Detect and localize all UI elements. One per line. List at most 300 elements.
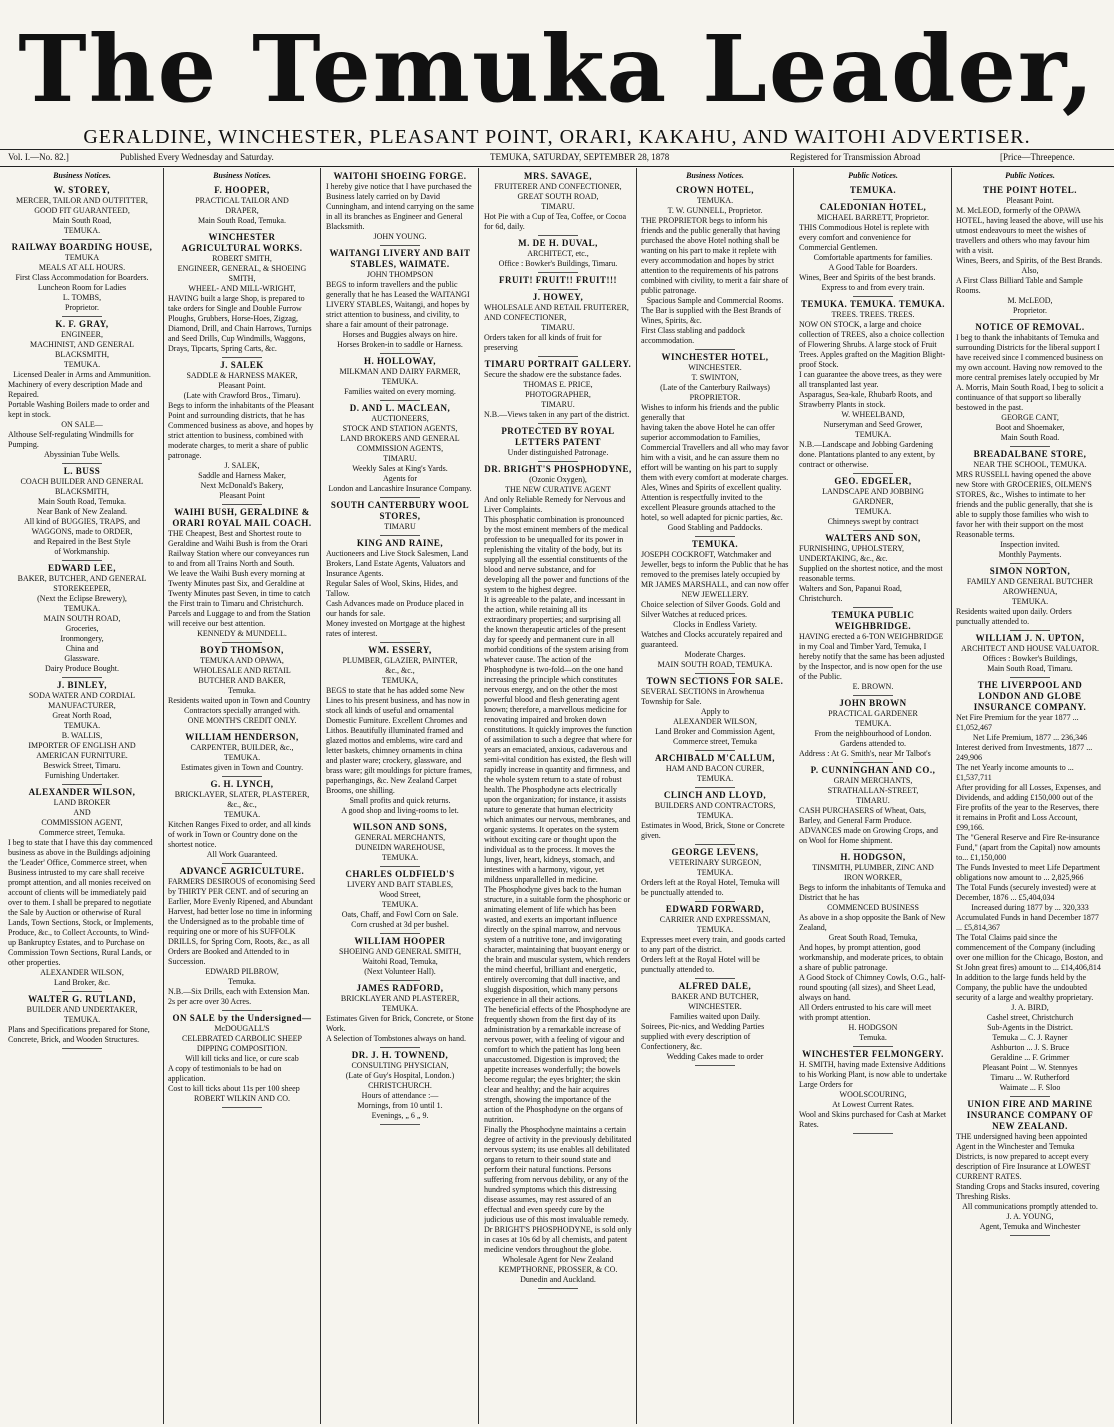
advertisement-line: TREES. TREES. TREES. bbox=[831, 310, 915, 319]
separator bbox=[62, 316, 102, 317]
volume-number: Vol. I.—No. 82.] bbox=[8, 152, 69, 162]
advertisement-line: As above in a shop opposite the Bank of New Zealand, bbox=[799, 913, 946, 932]
advertisement bbox=[484, 171, 632, 232]
advertisement-title: L. BUSS bbox=[63, 466, 101, 476]
advertisement-line: Address : At G. Smith's, near Mr Talbot's bbox=[799, 749, 931, 758]
advertisement-title: RAILWAY BOARDING HOUSE, bbox=[11, 242, 153, 252]
advertisement-title: TIMARU PORTRAIT GALLERY. bbox=[484, 359, 632, 369]
advertisement bbox=[956, 633, 1104, 674]
advertisement-line: A Selection of Tombstones always on hand. bbox=[326, 1034, 466, 1043]
advertisement bbox=[799, 1049, 947, 1130]
advertisement-title: ON SALE by the Undersigned— bbox=[172, 1013, 312, 1023]
advertisement bbox=[168, 866, 316, 1007]
advertisement-line: GEORGE CANT, bbox=[1001, 413, 1059, 422]
advertisement-line: Horses Broken-in to saddle or Harness. bbox=[337, 340, 463, 349]
column-heading: Public Notices. bbox=[1005, 171, 1055, 180]
advertisement-title: G. H. LYNCH, bbox=[210, 779, 274, 789]
separator bbox=[853, 1133, 893, 1134]
advertisement-line: Corn crushed at 3d per bushel. bbox=[351, 920, 449, 929]
advertisement-line: Main South Road, bbox=[52, 216, 112, 225]
advertisement-line: TEMUKA. bbox=[854, 507, 892, 516]
advertisement bbox=[799, 852, 947, 1043]
advertisement-line: AMERICAN FURNITURE. bbox=[36, 751, 128, 760]
advertisement-line: Inspection invited. bbox=[1000, 540, 1060, 549]
advertisement-line: WHEEL- AND MILL-WRIGHT, bbox=[188, 284, 296, 293]
separator bbox=[853, 473, 893, 474]
advertisement-line: Waitohi Road, Temuka, bbox=[362, 957, 438, 966]
advertisement-line: STOCK AND STATION AGENTS, bbox=[342, 424, 458, 433]
separator bbox=[222, 863, 262, 864]
advertisement-line: Portable Washing Boilers made to order and kept in stock. bbox=[8, 400, 150, 419]
advertisement bbox=[799, 299, 947, 470]
separator bbox=[853, 1046, 893, 1047]
advertisement bbox=[799, 202, 947, 293]
advertisement-line: TEMUKA. bbox=[381, 377, 419, 386]
advertisement-line: Ales, Wines and Spirits of excellent quality. bbox=[641, 483, 782, 492]
advertisement-line: (Late of Guy's Hospital, London.) bbox=[345, 1071, 455, 1080]
separator bbox=[380, 245, 420, 246]
separator bbox=[695, 901, 735, 902]
advertisement-line: FAMILY AND GENERAL BUTCHER bbox=[966, 577, 1094, 586]
advertisement bbox=[326, 1050, 474, 1121]
column-divider bbox=[478, 168, 479, 1424]
advertisement-line: B. WALLIS, bbox=[61, 731, 103, 740]
issue-date: TEMUKA, SATURDAY, SEPTEMBER 28, 1878 bbox=[490, 152, 670, 162]
advertisement bbox=[799, 476, 947, 527]
separator bbox=[538, 235, 578, 236]
advertisement-line: IMPORTER OF ENGLISH AND bbox=[28, 741, 136, 750]
advertisement-line: THIS Commodious Hotel is replete with every comfort and convenience for Commercial Gentlemen. bbox=[799, 223, 929, 252]
separator bbox=[222, 1107, 262, 1108]
advertisement-line: TEMUKA. bbox=[381, 900, 419, 909]
advertisement bbox=[484, 275, 632, 286]
advertisement-line: Evenings, „ 6 „ 9. bbox=[371, 1111, 429, 1120]
advertisement-line: having taken the above Hotel he can offer superior accommodation to Families, Commercial Travellers and all who may favor him with a visit, and he can assure them no effort will be wanting on his part to supply them with every comfort at moderate charges. bbox=[641, 423, 789, 482]
advertisement-line: Cost to kill ticks about 11s per 100 sheep bbox=[168, 1084, 300, 1093]
advertisement-line: BUTCHER AND BAKER, bbox=[198, 676, 286, 685]
advertisement-line: Ashburton ... J. S. Bruce bbox=[990, 1043, 1070, 1052]
advertisement-line: GRAIN MERCHANTS, bbox=[833, 776, 913, 785]
advertisement-line: Cash Advances made on Produce placed in our hands for sale. bbox=[326, 599, 464, 618]
advertisement-line: ARCHITECT AND HOUSE VALUATOR. bbox=[960, 644, 1100, 653]
advertisement-line: HAVING erected a 6-TON WEIGHBRIDGE in my Coal and Timber Yard, Temuka, I hereby notify that the same has been adjusted by the Inspector, and is now open for the use of the Public. bbox=[799, 632, 945, 681]
separator bbox=[222, 357, 262, 358]
registration-note: Registered for Transmission Abroad bbox=[790, 152, 921, 162]
advertisement-line: Wishes to inform his friends and the public generally that bbox=[641, 403, 780, 422]
advertisement-line: TEMUKA. bbox=[854, 430, 892, 439]
advertisement-title: WALTER G. RUTLAND, bbox=[28, 994, 136, 1004]
advertisement-line: Temuka. bbox=[228, 977, 256, 986]
separator bbox=[62, 463, 102, 464]
advertisement-line: Contractors specially arranged with. bbox=[184, 706, 300, 715]
advertisement bbox=[326, 538, 474, 639]
advertisement-line: BLACKSMITH, bbox=[54, 350, 109, 359]
advertisement-line: A copy of testimonials to be had on application. bbox=[168, 1064, 282, 1083]
separator bbox=[538, 289, 578, 290]
advertisement-line: Attention is respectfully invited to the excellent Pleasure grounds attached to the hotel, so well adapted for picnic parties, &c. bbox=[641, 493, 783, 522]
advertisement-line: H. HODGSON bbox=[848, 1023, 898, 1032]
advertisement-line: TEMUKA. bbox=[854, 719, 892, 728]
advertisement-line: And hopes, by prompt attention, good workmanship, and moderate prices, to obtain a share of public patronage. bbox=[799, 943, 944, 972]
advertisement-line: JOHN YOUNG. bbox=[373, 232, 427, 241]
advertisement-line: MERCER, TAILOR AND OUTFITTER, bbox=[16, 196, 148, 205]
advertisement-line: AUCTIONEERS, bbox=[371, 414, 429, 423]
column-divider bbox=[793, 168, 794, 1424]
advertisement-line: FRUITERER AND CONFECTIONER, bbox=[494, 182, 622, 191]
advertisement-line: TEMUKA. bbox=[223, 753, 261, 762]
advertisement-line: Families waited on every morning. bbox=[344, 387, 456, 396]
separator bbox=[62, 991, 102, 992]
advertisement-line: Good Stabling and Paddocks. bbox=[667, 523, 763, 532]
advertisement-line: NEW JEWELLERY. bbox=[681, 590, 749, 599]
advertisement-title: SOUTH CANTERBURY WOOL STORES, bbox=[330, 500, 470, 521]
advertisement-line: STRATHALLAN-STREET, bbox=[827, 786, 919, 795]
advertisement-line: MANUFACTURER, bbox=[48, 701, 116, 710]
advertisement-title: EDWARD FORWARD, bbox=[665, 904, 765, 914]
dateline-rule bbox=[0, 166, 1114, 167]
advertisement-title: BREADALBANE STORE, bbox=[973, 449, 1087, 459]
advertisement-line: Standing Crops and Stacks insured, covering Threshing Risks. bbox=[956, 1182, 1100, 1201]
advertisement-line: THE undersigned having been appointed Agent in the Winchester and Temuka Districts, is now prepared to accept every description of Fire Insurance at LOWEST CURRENT RATES. bbox=[956, 1132, 1091, 1181]
advertisement bbox=[484, 292, 632, 353]
advertisement-title: WILLIAM HOOPER bbox=[354, 936, 446, 946]
separator bbox=[538, 461, 578, 462]
advertisement-line: Asparagus, Sea-kale, Rhubarb Roots, and Strawberry Plants in stock. bbox=[799, 390, 933, 409]
column-heading: Business Notices. bbox=[686, 171, 744, 180]
advertisement-line: EDWARD PILBROW, bbox=[205, 967, 279, 976]
advertisement bbox=[326, 171, 474, 242]
price: [Price—Threepence. bbox=[1000, 152, 1075, 162]
column-divider bbox=[951, 168, 952, 1424]
advertisement-line: Pleasant Point. bbox=[1006, 196, 1054, 205]
advertisement-line: Pleasant Point ... W. Stennyes bbox=[982, 1063, 1078, 1072]
separator bbox=[695, 978, 735, 979]
advertisement-title: TEMUKA PUBLIC WEIGHBRIDGE. bbox=[831, 610, 915, 631]
advertisement-line: GREAT SOUTH ROAD, bbox=[517, 192, 599, 201]
advertisement-line: SHOEING AND GENERAL SMITH, bbox=[339, 947, 461, 956]
advertisement-title: W. STOREY, bbox=[54, 185, 110, 195]
advertisement bbox=[326, 248, 474, 350]
advertisement bbox=[168, 232, 316, 354]
advertisement bbox=[641, 753, 789, 784]
advertisement-line: This phosphatic combination is pronounced by the most eminent members of the medical profession to be unequalled for its power in replenishing the vitality of the body, but its supplying all the essential constituents of the blood and nerve substance, and for developing all the power and functions of the system to the highest degree. bbox=[484, 515, 630, 594]
advertisement-line: Wool and Skins purchased for Cash at Market Rates. bbox=[799, 1110, 947, 1129]
advertisement-line: BEGS to state that he has added some New Lines to his present business, and has now in stock all kinds of useful and ornamental Domestic Furniture. Excellent Chromes and Lithos. Beautifully illuminated framed and glazed mottos and emblems, wire card and letter baskets, chimney ornaments in china and plaster ware; crockery, glassware, and brass ware; gilt mouldings for picture frames, paperhangings, &c. New Zealand Carpet Brooms, one shilling. bbox=[326, 686, 472, 795]
column-7 bbox=[956, 171, 1104, 1421]
advertisement-title: KING AND RAINE, bbox=[356, 538, 444, 548]
advertisement-line: Regular Sales of Wool, Skins, Hides, and Tallow. bbox=[326, 579, 458, 598]
advertisement-line: Clocks in Endless Variety. bbox=[673, 620, 757, 629]
advertisement-line: TIMARU. bbox=[856, 796, 890, 805]
advertisement-line: TEMUKA. bbox=[696, 811, 734, 820]
advertisement-line: I hereby give notice that I have purchased the Business lately carried on by David Cunningham, and intend carrying on the same in all its branches as Engineer and General Blacksmith. bbox=[326, 182, 474, 231]
column-divider bbox=[636, 168, 637, 1424]
advertisement bbox=[168, 732, 316, 773]
advertisement-line: All Orders entrusted to his care will meet with prompt attention. bbox=[799, 1003, 932, 1022]
advertisement-title: BOYD THOMSON, bbox=[200, 645, 284, 655]
advertisement-line: The Total Claims paid since the commencement of the Company (including over one million for the Chicago, Boston, and St John great fires) amount to ... £14,406,814 bbox=[956, 933, 1103, 972]
advertisement-line: ROBERT SMITH, bbox=[212, 254, 272, 263]
separator bbox=[853, 296, 893, 297]
advertisement-title: TEMUKA. bbox=[849, 185, 897, 195]
advertisement-line: MRS RUSSELL having opened the above new Store with GROCERIES, OILMEN'S STORES, &c., Wishes to intimate to her friends and the public generally, that she is able to supply those families who wish to favor her with their support on the most Reasonable terms. bbox=[956, 470, 1093, 539]
separator bbox=[695, 787, 735, 788]
advertisement-line: J. SALEK, bbox=[224, 461, 260, 470]
advertisement-line: Althouse Self-regulating Windmills for Pumping. bbox=[8, 430, 134, 449]
advertisement-line: The beneficial effects of the Phosphodyne are frequently shown from the first day of its administration by a remarkable increase of nervous power, with a feeling of vigour and comfort to which the patient has long been unaccustomed. Digestion is improved; the appetite increases wonderfully; the bowels become regular; the eyes brighter; the skin clear and healthy; and the hair acquires strength, showing the importance of the action of the Phosphodyne on the organs of nutrition. bbox=[484, 1005, 631, 1124]
advertisement-line: Geraldine ... F. Grimmer bbox=[990, 1053, 1070, 1062]
advertisement-title: ADVANCE AGRICULTURE. bbox=[179, 866, 305, 876]
advertisement-line: Weekly Sales at King's Yards. bbox=[352, 464, 448, 473]
advertisement-line: N.B.—Landscape and Jobbing Gardening done. Plantations planted to any extent, by contract or otherwise. bbox=[799, 440, 935, 469]
advertisement-line: Temuka. bbox=[228, 686, 256, 695]
advertisement-line: PROPRIETOR. bbox=[689, 393, 741, 402]
advertisement-line: DRAPER, bbox=[225, 206, 259, 215]
separator bbox=[538, 272, 578, 273]
advertisement-line: N.B.—Six Drills, each with Extension Man. 2s per acre over 30 Acres. bbox=[168, 987, 310, 1006]
advertisement-line: Agents for bbox=[383, 474, 417, 483]
advertisement-title: CLINCH AND LLOYD, bbox=[663, 790, 767, 800]
column-2 bbox=[168, 171, 316, 1421]
separator bbox=[695, 1065, 735, 1066]
advertisement-line: Net Life Premium, 1877 ... 236,346 bbox=[972, 733, 1088, 742]
advertisement bbox=[799, 185, 947, 196]
advertisement-line: THE NEW CURATIVE AGENT bbox=[505, 485, 611, 494]
advertisement-line: Dairy Produce Bought. bbox=[45, 664, 119, 673]
column-1 bbox=[8, 171, 156, 1421]
advertisement-line: Nurseryman and Seed Grower, bbox=[823, 420, 923, 429]
advertisement-line: Great North Road, bbox=[52, 711, 112, 720]
advertisement-line: CARPENTER, BUILDER, &c., bbox=[190, 743, 294, 752]
advertisement-line: TIMARU. bbox=[541, 323, 575, 332]
advertisement-line: ROBERT WILKIN AND CO. bbox=[193, 1094, 291, 1103]
advertisement-title: FRUIT! FRUIT!! FRUIT!!! bbox=[499, 275, 617, 285]
advertisement-line: Main South Road, Timaru. bbox=[987, 664, 1073, 673]
advertisement-line: First Class Accommodation for Boarders. bbox=[15, 273, 149, 282]
advertisement-line: All kind of BUGGIES, TRAPS, and bbox=[23, 517, 141, 526]
advertisement-title: ARCHIBALD M'CALLUM, bbox=[654, 753, 775, 763]
advertisement-line: And only Reliable Remedy for Nervous and Liver Complaints. bbox=[484, 495, 626, 514]
separator bbox=[62, 1048, 102, 1049]
advertisement-line: TIMARU. bbox=[383, 454, 417, 463]
advertisement-line: Temuka. bbox=[859, 1033, 887, 1042]
advertisement bbox=[641, 676, 789, 747]
advertisement bbox=[799, 698, 947, 759]
advertisement-line: Increased during 1877 by ... 320,333 bbox=[971, 903, 1089, 912]
separator bbox=[380, 642, 420, 643]
dateline bbox=[0, 152, 1114, 166]
advertisement bbox=[8, 185, 156, 236]
advertisement-line: Begs to inform the inhabitants of the Pleasant Point and surrounding districts, that he has Commenced business as above, and hopes by strict attention to business, combined with moderate charges, to merit a share of public patronage. bbox=[168, 401, 314, 460]
advertisement-title: CROWN HOTEL, bbox=[675, 185, 754, 195]
advertisement-line: TEMUKA. bbox=[63, 226, 101, 235]
advertisement-line: GARDNER, bbox=[852, 497, 894, 506]
advertisement-line: Abyssinian Tube Wells. bbox=[44, 450, 120, 459]
advertisement-title: D. AND L. MACLEAN, bbox=[349, 403, 451, 413]
advertisement bbox=[8, 563, 156, 674]
separator bbox=[222, 1010, 262, 1011]
advertisement-line: London and Lancashire Insurance Company. bbox=[328, 484, 472, 493]
advertisement-line: TIMARU. bbox=[541, 400, 575, 409]
advertisement-line: Proprietor. bbox=[1013, 306, 1047, 315]
advertisement-line: MILKMAN AND DAIRY FARMER, bbox=[339, 367, 461, 376]
separator bbox=[380, 819, 420, 820]
advertisement-title: TEMUKA. TEMUKA. TEMUKA. bbox=[801, 299, 945, 309]
separator bbox=[62, 239, 102, 240]
advertisement bbox=[8, 466, 156, 557]
advertisement-line: Small profits and quick returns. bbox=[349, 796, 451, 805]
advertisement-line: AND bbox=[73, 808, 91, 817]
separator bbox=[695, 349, 735, 350]
advertisement-line: MICHAEL BARRETT, Proprietor. bbox=[817, 213, 929, 222]
separator bbox=[62, 677, 102, 678]
advertisement-line: KEMPTHORNE, PROSSER, & CO. bbox=[498, 1265, 618, 1274]
advertisement-line: ADVANCES made on Growing Crops, and on Wool for Home shipment. bbox=[799, 826, 938, 845]
advertisement bbox=[799, 610, 947, 692]
advertisement-line: Great South Road, Temuka, bbox=[828, 933, 918, 942]
advertisement-line: NOW ON STOCK, a large and choice collection of TREES, also a choice collection of Flowering Shrubs. A large stock of Fruit Trees. Apples grafted on the Magition Blight-proof Stock. bbox=[799, 320, 946, 369]
advertisement-line: LAND BROKERS AND GENERAL bbox=[340, 434, 460, 443]
column-heading: Business Notices. bbox=[213, 171, 271, 180]
advertisement-line: Office : Bowker's Buildings, Timaru. bbox=[498, 259, 618, 268]
advertisement bbox=[956, 185, 1104, 316]
advertisement-line: Main South Road, Temuka. bbox=[198, 216, 286, 225]
advertisement-line: Groceries, bbox=[65, 624, 99, 633]
advertisement-line: Near Bank of New Zealand. bbox=[37, 507, 127, 516]
advertisement-line: WAGGONS, made to ORDER, bbox=[31, 527, 133, 536]
advertisement-title: WALTERS AND SON, bbox=[825, 533, 921, 543]
advertisement-line: SODA WATER AND CORDIAL bbox=[28, 691, 136, 700]
advertisement-title: MRS. SAVAGE, bbox=[524, 171, 592, 181]
separator bbox=[1010, 1096, 1050, 1097]
advertisement-line: Under distinguished Patronage. bbox=[507, 448, 609, 457]
advertisement-line: LAND BROKER bbox=[53, 798, 111, 807]
advertisement-line: A Good Stock of Chimney Cowls, O.G., half-round spouting (all sizes), and Sheet Lead, always on hand. bbox=[799, 973, 946, 1002]
advertisement-line: Orders left at the Royal Hotel will be punctually attended to. bbox=[641, 955, 760, 974]
advertisement-line: GOOD FIT GUARANTEED, bbox=[34, 206, 130, 215]
advertisement-line: ALEXANDER WILSON, bbox=[40, 968, 124, 977]
advertisement-line: KENNEDY & MUNDELL. bbox=[197, 629, 287, 638]
separator bbox=[222, 229, 262, 230]
advertisement-line: At Lowest Current Rates. bbox=[832, 1100, 914, 1109]
advertisement-line: We leave the Waihi Bush every morning at Twenty Minutes past Six, and Geraldine at Twenty Minutes past Seven, in time to catch the First train to Timaru and Christchurch. bbox=[168, 569, 311, 608]
advertisement-line: LANDSCAPE AND JOBBING bbox=[822, 487, 924, 496]
advertisement-line: Apply to bbox=[700, 707, 730, 716]
advertisement-line: In addition to the large funds held by the Company, the public have the undoubted security of a large and wealthy proprietary. bbox=[956, 973, 1094, 1002]
publication-schedule: Published Every Wednesday and Saturday. bbox=[120, 152, 274, 162]
advertisement-line: ONE MONTH'S CREDIT ONLY. bbox=[187, 716, 297, 725]
advertisement-line: Plans and Specifications prepared for Stone, Concrete, Brick, and Wooden Structures. bbox=[8, 1025, 150, 1044]
advertisement-title: M. DE H. DUVAL, bbox=[518, 238, 598, 248]
advertisement-title: P. CUNNINGHAN AND CO., bbox=[810, 765, 936, 775]
advertisement-line: PRACTICAL GARDENER bbox=[828, 709, 918, 718]
advertisement-line: Commerce street, Temuka. bbox=[39, 828, 125, 837]
advertisement-line: Secure the shadow ere the substance fades. bbox=[484, 370, 622, 379]
advertisement-line: SEVERAL SECTIONS in Arowhenua Township for Sale. bbox=[641, 687, 765, 706]
advertisement-line: DUNEIDN WAREHOUSE, bbox=[355, 843, 445, 852]
advertisement-line: (Next the Eclipse Brewery), bbox=[37, 594, 127, 603]
advertisement-line: Saddle and Harness Maker, bbox=[198, 471, 286, 480]
advertisement bbox=[8, 994, 156, 1045]
advertisement-line: Horses and Buggies always on hire. bbox=[342, 330, 458, 339]
advertisement-line: From the neighbourhood of London. bbox=[814, 729, 932, 738]
advertisement-line: Parcels and Luggage to and from the Station will receive our best attention. bbox=[168, 609, 311, 628]
advertisement-line: A First Class Billiard Table and Sample Rooms. bbox=[956, 276, 1083, 295]
advertisement-line: M. McLEOD, formerly of the OPAWA HOTEL, having leased the above, will use his utmost endeavours to meet the wishes of travellers and others who may favour him with a visit. bbox=[956, 206, 1104, 255]
advertisement-line: Hot Pie with a Cup of Tea, Coffee, or Cocoa for 6d, daily. bbox=[484, 212, 627, 231]
advertisement-line: BRICKLAYER, SLATER, PLASTERER, &c., &c., bbox=[174, 790, 310, 809]
separator bbox=[538, 356, 578, 357]
separator bbox=[695, 750, 735, 751]
advertisement-title: ALEXANDER WILSON, bbox=[28, 787, 136, 797]
advertisement bbox=[8, 319, 156, 460]
advertisement bbox=[484, 464, 632, 1285]
advertisement-line: Oats, Chaff, and Fowl Corn on Sale. bbox=[341, 910, 459, 919]
advertisement-line: PLUMBER, GLAZIER, PAINTER, bbox=[342, 656, 458, 665]
advertisement-line: COACH BUILDER AND GENERAL bbox=[20, 477, 144, 486]
advertisement-line: Temuka ... C. J. Rayner bbox=[992, 1033, 1068, 1042]
advertisement-line: I beg to thank the inhabitants of Temuka and surrounding Districts for the liberal support I have received since I commenced business on my own account. Having now removed to the more central premises lately occupied by Mr A. Morris, Main South Road, I beg to solicit a continuance of that support so liberally bestowed in the past. bbox=[956, 333, 1104, 412]
advertisement-title: F. HOOPER, bbox=[214, 185, 270, 195]
advertisement-line: JOHN THOMPSON bbox=[366, 270, 434, 279]
separator bbox=[380, 535, 420, 536]
column-heading: Business Notices. bbox=[53, 171, 111, 180]
advertisement-line: DIPPING COMPOSITION. bbox=[196, 1044, 288, 1053]
advertisement-line: of Workmanship. bbox=[54, 547, 110, 556]
advertisement-line: Boot and Shoemaker, bbox=[995, 423, 1065, 432]
advertisement-line: Sub-Agents in the District. bbox=[987, 1023, 1073, 1032]
separator bbox=[380, 980, 420, 981]
advertisement-line: Will kill ticks and lice, or cure scab bbox=[185, 1054, 299, 1063]
advertisement-line: Estimates Given for Brick, Concrete, or Stone Work. bbox=[326, 1014, 474, 1033]
advertisement bbox=[641, 847, 789, 898]
advertisement-line: TEMUKA. bbox=[63, 360, 101, 369]
advertisement bbox=[956, 1099, 1104, 1232]
advertisement-line: JOSEPH COCKROFT, Watchmaker and Jeweller, begs to inform the Public that he has removed to the premises lately occupied by MR JAMES MARSHALL, and can now offer bbox=[641, 550, 789, 589]
advertisement bbox=[326, 500, 474, 532]
advertisement-line: THE Cheapest, Best and Shortest route to Geraldine and Waihi Bush is from the Orari Railway Station where our conveyances run to and from all Trains North and South. bbox=[168, 529, 310, 568]
advertisement-line: Main South Road. bbox=[1000, 433, 1060, 442]
separator bbox=[380, 497, 420, 498]
advertisement bbox=[326, 356, 474, 397]
advertisement-line: ALEXANDER WILSON, bbox=[673, 717, 757, 726]
advertisement bbox=[641, 904, 789, 975]
advertisement-line: GENERAL MERCHANTS, bbox=[354, 833, 446, 842]
advertisement-title: NOTICE OF REMOVAL. bbox=[975, 322, 1085, 332]
advertisement-title: WINCHESTER HOTEL, bbox=[661, 352, 769, 362]
advertisement bbox=[326, 869, 474, 930]
advertisement-line: Money invested on Mortgage at the highest rates of interest. bbox=[326, 619, 466, 638]
advertisement-line: ON SALE— bbox=[61, 420, 103, 429]
advertisement-line: THE PROPRIETOR begs to inform his friends and the public generally that having purchased the above Hotel nothing shall be wanting on his part to make it replete with every accommodation and hopes by strict attention to the requirements of his patrons combined with civility, to merit a fair share of public patronage. bbox=[641, 216, 789, 295]
advertisement-title: EDWARD LEE, bbox=[47, 563, 116, 573]
advertisement-line: Auctioneers and Live Stock Salesmen, Land Brokers, Land Estate Agents, Valuators and Insurance Agents. bbox=[326, 549, 469, 578]
advertisement-line: ENGINEER, GENERAL, & SHOEING bbox=[177, 264, 307, 273]
advertisement-line: Wedding Cakes made to order bbox=[666, 1052, 764, 1061]
advertisement-line: MEALS AT ALL HOURS. bbox=[38, 263, 126, 272]
advertisement-line: Kitchen Ranges Fixed to order, and all kinds of work in Town or Country done on the shortest notice. bbox=[168, 820, 311, 849]
advertisement-line: Wines, Beers, and Spirits, of the Best Brands. bbox=[956, 256, 1103, 265]
separator bbox=[853, 762, 893, 763]
advertisement-line: TIMARU. bbox=[541, 202, 575, 211]
advertisement bbox=[168, 1013, 316, 1104]
advertisement-line: After providing for all Losses, Expenses, and Dividends, and adding £150,000 out of the Fire profits of the year to the Reserves, there it remains in Profit and Loss Account, £99,166. bbox=[956, 783, 1101, 832]
advertisement-line: China and bbox=[65, 644, 99, 653]
advertisement-line: BAKER, BUTCHER, AND GENERAL bbox=[17, 574, 147, 583]
advertisement-title: J. HOWEY, bbox=[532, 292, 584, 302]
advertisement-line: J. A. YOUNG, bbox=[1006, 1212, 1054, 1221]
advertisement-line: It is agreeable to the palate, and incessant in the action, while retaining all its extraordinary properties; and surprising all the known therapeutic articles of the present day for speedy and permanent cure in all morbid conditions of the system arising from whatever cause. The action of the Phosphodyne is two-fold—on the one hand increasing the principle which constitutes nervous energy, and on the other the most powerful blood and flesh generating agent known; therefore, a marvellous medicine for renovating impaired and broken down constitutions. It quickly improves the function of assimilation to such a degree that where for years an emaciated, anxious, cadaverous and semi-vital condition has existed, the flesh will rapidly increase in quantity and firmness, and the whole system return to a state of robust health. The Phosphodyne acts electrically upon the organization; for instance, it assists nature to generate that human electricity which animates our nervous, membranes, and organic systems. It operates on the system without exciting care or thought upon the individual as to the process. It moves the lungs, liver, heart, kidneys, stomach, and intestines with a harmony, vigour, yet mildness unparallelled in medicine. bbox=[484, 595, 632, 884]
